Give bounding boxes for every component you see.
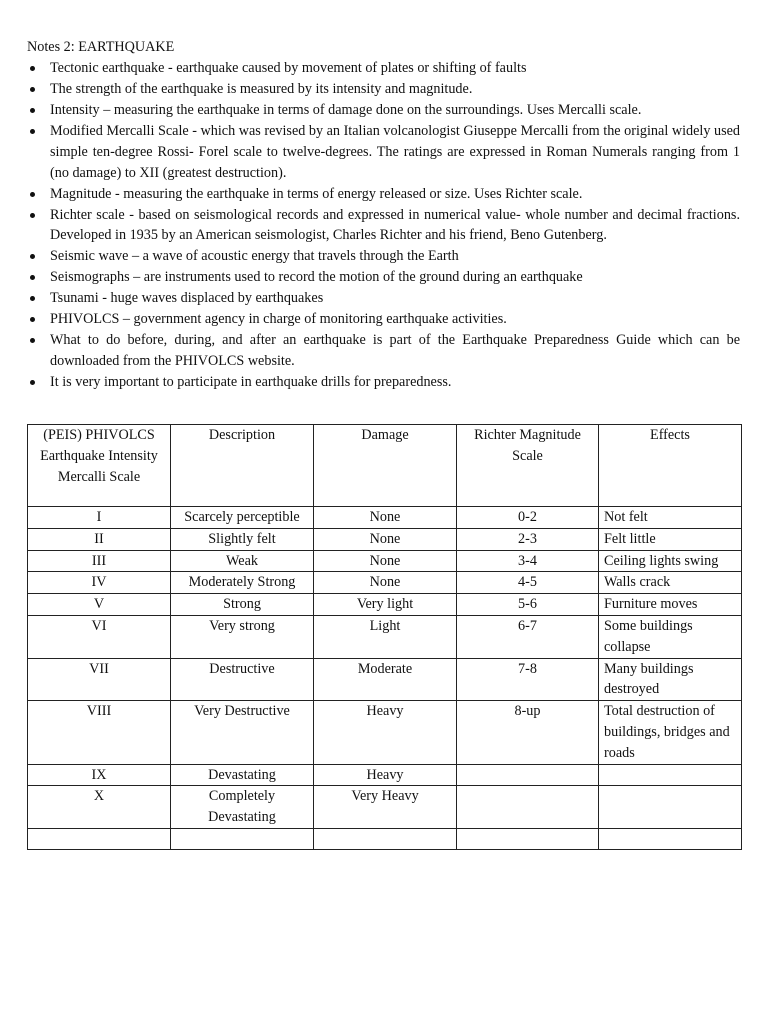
note-item: PHIVOLCS – government agency in charge of monitoring earthquake activities.: [27, 309, 740, 330]
cell-richter: 8-up: [457, 701, 599, 764]
cell-description: Completely Devastating: [171, 786, 314, 829]
cell-description: Destructive: [171, 658, 314, 701]
cell-description: Very strong: [171, 615, 314, 658]
cell-damage: Very Heavy: [314, 786, 457, 829]
cell-effects: Total destruction of buildings, bridges and roads: [599, 701, 742, 764]
note-item: Seismic wave – a wave of acoustic energy that travels through the Earth: [27, 246, 740, 267]
note-item: Intensity – measuring the earthquake in terms of damage done on the surroundings. Uses Mercalli scale.: [27, 100, 740, 121]
cell-effects: [599, 764, 742, 786]
table-row: [28, 528, 742, 550]
cell-richter: [457, 828, 599, 849]
cell-intensity: [28, 828, 171, 849]
cell-damage: Light: [314, 615, 457, 658]
cell-intensity: II: [28, 528, 171, 550]
note-item: Tsunami - huge waves displaced by earthquakes: [27, 288, 740, 309]
cell-intensity: VI: [28, 615, 171, 658]
cell-description: Devastating: [171, 764, 314, 786]
note-item: Tectonic earthquake - earthquake caused by movement of plates or shifting of faults: [27, 58, 740, 79]
cell-damage: Moderate: [314, 658, 457, 701]
cell-damage: Heavy: [314, 701, 457, 764]
cell-effects: [599, 828, 742, 849]
table-row: [28, 572, 742, 594]
table-row: [28, 594, 742, 616]
table-row: [28, 658, 742, 701]
note-item: It is very important to participate in earthquake drills for preparedness.: [27, 372, 740, 393]
table-row: [28, 550, 742, 572]
cell-effects: Some buildings collapse: [599, 615, 742, 658]
cell-damage: Heavy: [314, 764, 457, 786]
cell-description: Slightly felt: [171, 528, 314, 550]
header-description: Description: [171, 425, 314, 507]
cell-richter: 6-7: [457, 615, 599, 658]
cell-description: [171, 828, 314, 849]
cell-description: Moderately Strong: [171, 572, 314, 594]
note-item: What to do before, during, and after an earthquake is part of the Earthquake Preparedness Guide which can be downloaded from the PHIVOLCS website.: [27, 330, 740, 372]
cell-description: Strong: [171, 594, 314, 616]
cell-effects: Felt little: [599, 528, 742, 550]
cell-description: Scarcely perceptible: [171, 507, 314, 529]
table-row: [28, 786, 742, 829]
cell-intensity: III: [28, 550, 171, 572]
cell-intensity: X: [28, 786, 171, 829]
cell-intensity: I: [28, 507, 171, 529]
cell-intensity: VII: [28, 658, 171, 701]
header-richter: Richter Magnitude Scale: [457, 425, 599, 507]
notes-list: [27, 58, 740, 393]
table-row: [28, 828, 742, 849]
cell-richter: 3-4: [457, 550, 599, 572]
note-item: Seismographs – are instruments used to record the motion of the ground during an earthquake: [27, 267, 740, 288]
header-effects: Effects: [599, 425, 742, 507]
cell-intensity: IV: [28, 572, 171, 594]
cell-intensity: VIII: [28, 701, 171, 764]
table-row: [28, 701, 742, 764]
cell-damage: None: [314, 528, 457, 550]
cell-damage: None: [314, 550, 457, 572]
note-item: Richter scale - based on seismological records and expressed in numerical value- whole number and decimal fractions. Developed in 1935 by an American seismologist, Charles Richter and his friend, Beno Gutenberg.: [27, 205, 740, 247]
notes-title: Notes 2: EARTHQUAKE: [27, 39, 175, 55]
cell-damage: Very light: [314, 594, 457, 616]
table-header-row: [28, 425, 742, 507]
cell-richter: 4-5: [457, 572, 599, 594]
cell-richter: 7-8: [457, 658, 599, 701]
header-intensity: (PEIS) PHIVOLCS Earthquake Intensity Mercalli Scale: [28, 425, 171, 507]
earthquake-scale-table: [27, 424, 742, 850]
cell-intensity: IX: [28, 764, 171, 786]
table-row: [28, 615, 742, 658]
cell-damage: None: [314, 507, 457, 529]
note-item: The strength of the earthquake is measured by its intensity and magnitude.: [27, 79, 740, 100]
cell-richter: 5-6: [457, 594, 599, 616]
cell-damage: None: [314, 572, 457, 594]
cell-intensity: V: [28, 594, 171, 616]
cell-effects: Ceiling lights swing: [599, 550, 742, 572]
cell-richter: 2-3: [457, 528, 599, 550]
cell-richter: 0-2: [457, 507, 599, 529]
cell-effects: Furniture moves: [599, 594, 742, 616]
cell-richter: [457, 786, 599, 829]
cell-effects: Many buildings destroyed: [599, 658, 742, 701]
note-item: Modified Mercalli Scale - which was revised by an Italian volcanologist Giuseppe Mercalli from the original widely used simple ten-degree Rossi- Forel scale to twelve-degrees. The ratings are expressed in Roman Numerals ranging from 1 (no damage) to XII (greatest destruction).: [27, 121, 740, 183]
header-damage: Damage: [314, 425, 457, 507]
cell-description: Very Destructive: [171, 701, 314, 764]
table-row: [28, 764, 742, 786]
cell-description: Weak: [171, 550, 314, 572]
cell-richter: [457, 764, 599, 786]
cell-damage: [314, 828, 457, 849]
table-row: [28, 507, 742, 529]
table-body: [28, 507, 742, 850]
note-item: Magnitude - measuring the earthquake in terms of energy released or size. Uses Richter scale.: [27, 184, 740, 205]
cell-effects: Not felt: [599, 507, 742, 529]
cell-effects: [599, 786, 742, 829]
cell-effects: Walls crack: [599, 572, 742, 594]
